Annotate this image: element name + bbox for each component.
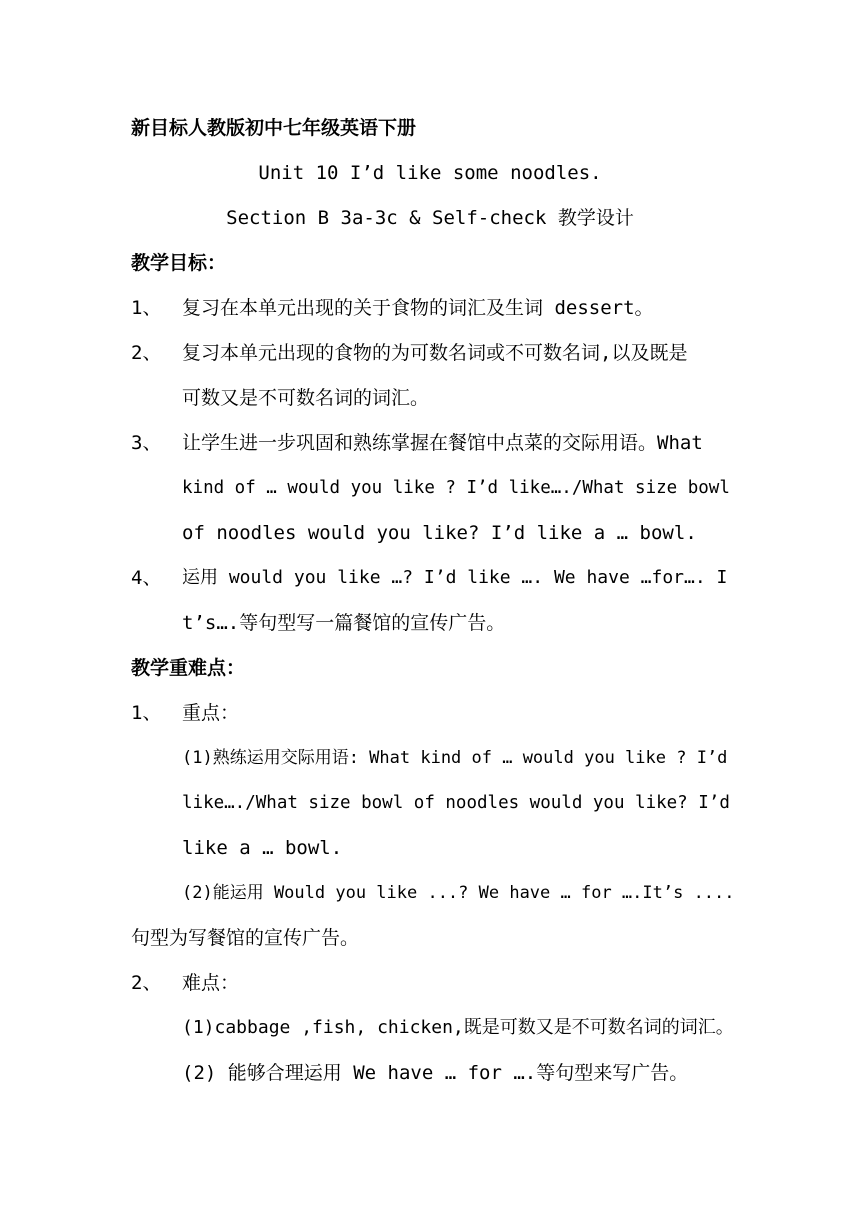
objectives-heading: 教学目标： (131, 252, 227, 274)
objective-2-number: 2、 (131, 342, 162, 364)
objective-1-number: 1、 (131, 297, 162, 319)
key-line-3: like a … bowl. (182, 837, 343, 859)
keypoints-heading: 教学重难点： (131, 657, 246, 679)
objective-3-line-3: of noodles would you like? I’d like a … bowl. (182, 522, 697, 544)
unit-title: Unit 10 I’d like some noodles. (258, 162, 602, 184)
objective-1-line-1: 复习在本单元出现的关于食物的词汇及生词 dessert。 (182, 297, 654, 319)
key-line-2: like…./What size bowl of noodles would you like? I’d (182, 793, 730, 813)
objective-4-number: 4、 (131, 567, 162, 589)
objective-2-line-1: 复习本单元出现的食物的为可数名词或不可数名词,以及既是 (182, 342, 688, 364)
key-number: 1、 (131, 702, 162, 724)
section-title: Section B 3a-3c & Self-check 教学设计 (226, 207, 634, 229)
difficult-line-2: (2) 能够合理运用 We have … for ….等句型来写广告。 (182, 1062, 689, 1084)
difficult-label: 难点： (182, 972, 240, 994)
objective-2-line-2: 可数又是不可数名词的词汇。 (182, 387, 430, 409)
objective-3-line-2: kind of … would you like ? I’d like…./What size bowl (182, 478, 730, 498)
key-line-4: (2)能运用 Would you like ...? We have … for ….It’s .... (182, 883, 735, 903)
difficult-number: 2、 (131, 972, 162, 994)
key-line-1: (1)熟练运用交际用语: What kind of … would you like ? I’d (182, 748, 728, 768)
key-line-5: 句型为写餐馆的宣传广告。 (131, 927, 360, 949)
difficult-line-1: (1)cabbage ,fish, chicken,既是可数又是不可数名词的词汇。 (182, 1017, 734, 1038)
doc-header: 新目标人教版初中七年级英语下册 (131, 117, 417, 139)
objective-4-line-2: t’s….等句型写一篇餐馆的宣传广告。 (182, 612, 506, 634)
objective-4-line-1: 运用 would you like …? I’d like …. We have …for…. I (182, 567, 728, 588)
objective-3-line-1: 让学生进一步巩固和熟练掌握在餐馆中点菜的交际用语。What (182, 432, 703, 454)
objective-3-number: 3、 (131, 432, 162, 454)
key-label: 重点： (182, 702, 240, 724)
